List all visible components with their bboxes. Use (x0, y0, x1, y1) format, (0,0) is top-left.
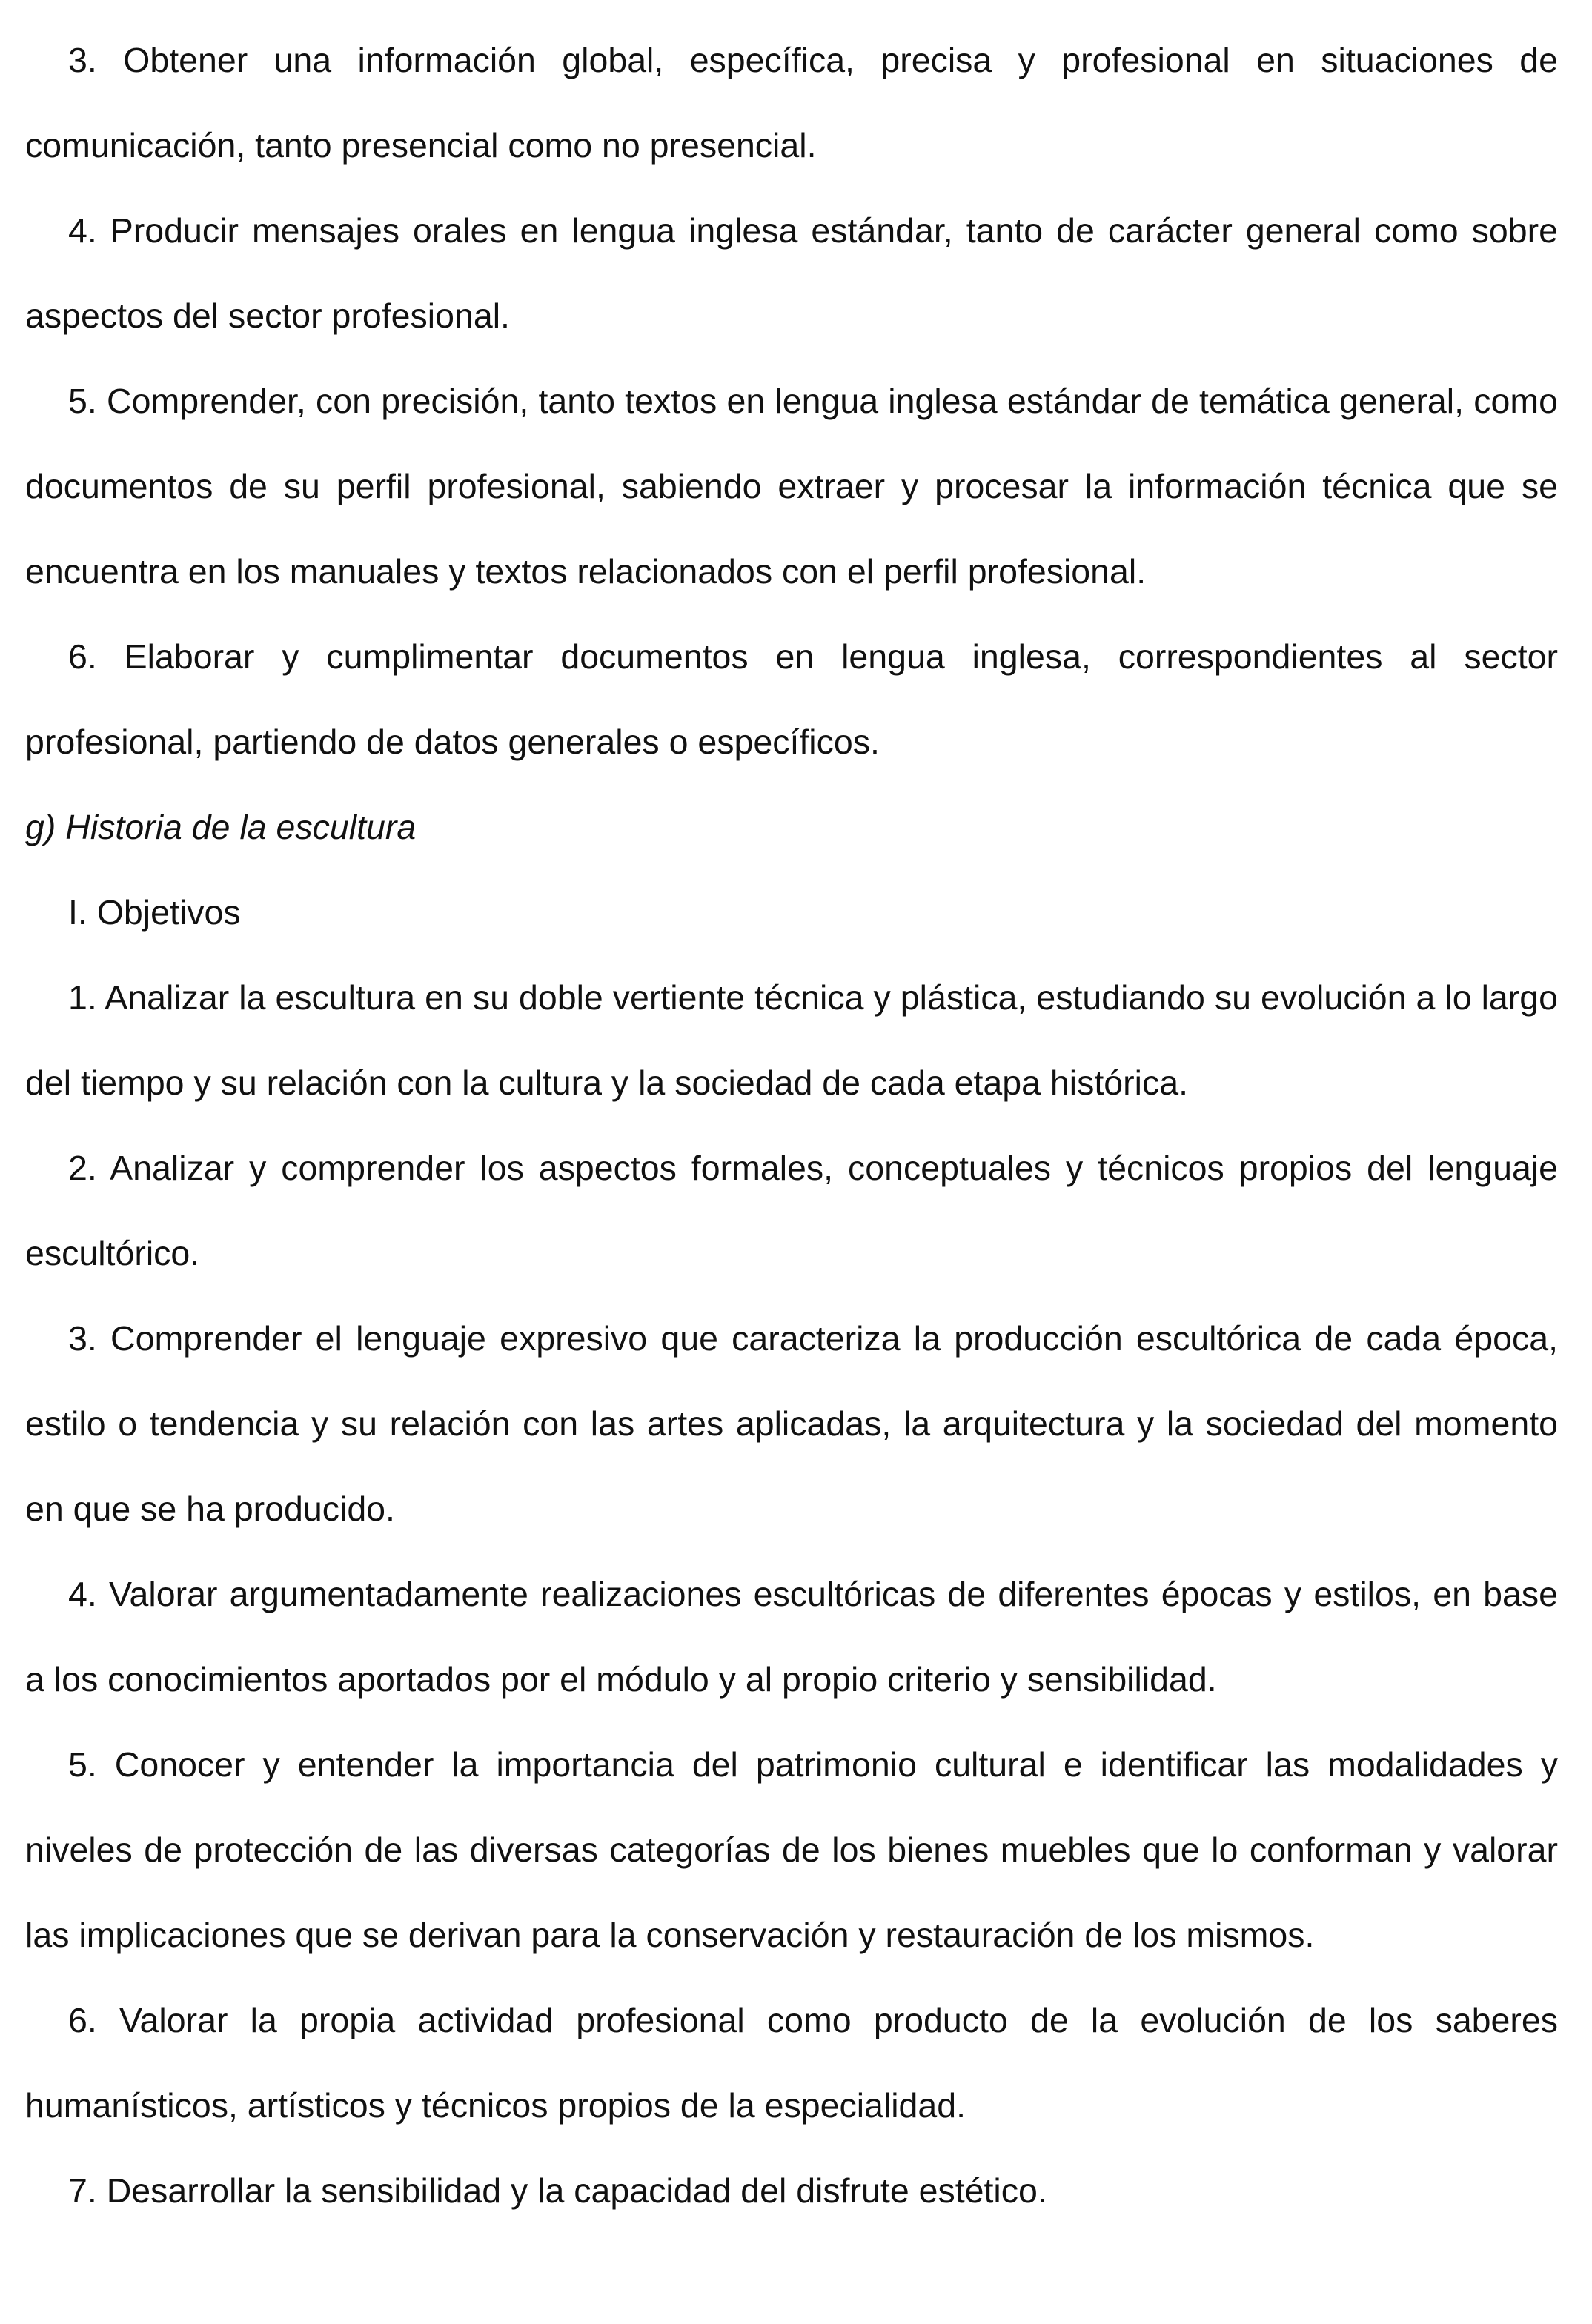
paragraph-sculpture-objective-3: 3. Comprender el lenguaje expresivo que caracteriza la producción escultórica de cada época, estilo o tendencia y su relación con las artes aplicadas, la arquitectura y la sociedad del momento en que se ha producido. (25, 1319, 1558, 1528)
objectives-label: I. Objetivos (68, 893, 241, 932)
paragraph-sculpture-objective-1: 1. Analizar la escultura en su doble vertiente técnica y plástica, estudiando su evolución a lo largo del tiempo y su relación con la cultura y la sociedad de cada etapa histórica. (25, 978, 1558, 1102)
paragraph-objective-6: 6. Elaborar y cumplimentar documentos en lengua inglesa, correspondientes al sector profesional, partiendo de datos generales o específicos. (25, 637, 1558, 761)
paragraph-sculpture-objective-2: 2. Analizar y comprender los aspectos formales, conceptuales y técnicos propios del lenguaje escultórico. (25, 1149, 1558, 1272)
paragraph-sculpture-objective-6: 6. Valorar la propia actividad profesional como producto de la evolución de los saberes humanísticos, artísticos y técnicos propios de la especialidad. (25, 2001, 1558, 2125)
paragraph-objective-5: 5. Comprender, con precisión, tanto textos en lengua inglesa estándar de temática general, como documentos de su perfil profesional, sabiendo extraer y procesar la información técnica que se encuentra en los manuales y textos relacionados con el perfil profesional. (25, 382, 1558, 591)
paragraph-sculpture-objective-7: 7. Desarrollar la sensibilidad y la capacidad del disfrute estético. (68, 2171, 1047, 2210)
paragraph-objective-3: 3. Obtener una información global, específica, precisa y profesional en situaciones de comunicación, tanto presencial como no presencial. (25, 41, 1558, 165)
paragraph-sculpture-objective-4: 4. Valorar argumentadamente realizaciones escultóricas de diferentes épocas y estilos, en base a los conocimientos aportados por el módulo y al propio criterio y sensibilidad. (25, 1575, 1558, 1699)
section-heading: g) Historia de la escultura (25, 808, 417, 846)
paragraph-sculpture-objective-5: 5. Conocer y entender la importancia del patrimonio cultural e identificar las modalidades y niveles de protección de las diversas categorías de los bienes muebles que lo conforman y valorar las implicaciones que se derivan para la conservación y restauración de los mismos. (25, 1745, 1558, 1954)
document-page (25, 18, 1558, 2234)
paragraph-objective-4: 4. Producir mensajes orales en lengua inglesa estándar, tanto de carácter general como sobre aspectos del sector profesional. (25, 211, 1558, 335)
